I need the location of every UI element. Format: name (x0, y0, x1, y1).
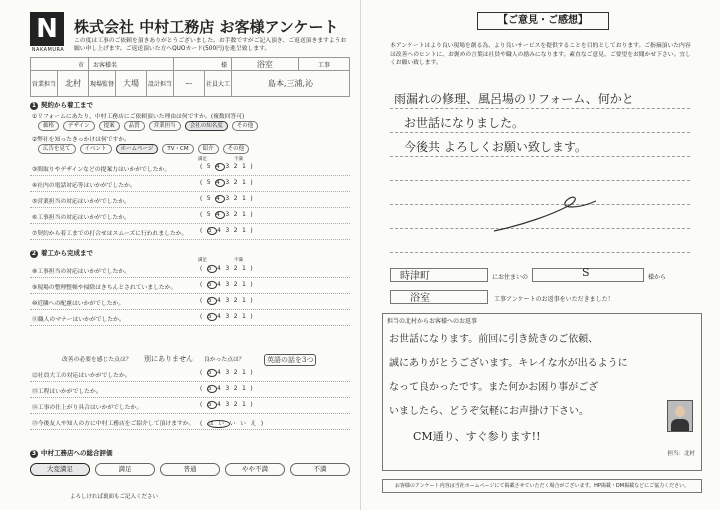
work-box (390, 290, 488, 304)
comment-footer: お客様のアンケート内容は当社ホームページにて掲載させていただく場合がございます。HP掲載・DM掲載などにご協力ください。 (382, 479, 702, 493)
rating-scale[interactable]: (54321) (200, 196, 258, 202)
staff-name: 担当：北村 (667, 451, 695, 457)
sales-value: 北村 (58, 71, 89, 97)
site-value: 大場 (116, 71, 147, 97)
staff-reply-line: いましたら、どうぞ気軽にお声掛け下さい。 (389, 406, 589, 417)
rating-scale[interactable]: (54321) (200, 314, 258, 320)
option-chip[interactable]: 価格 (38, 121, 59, 131)
staff-reply-line: お世話になります。前回に引き続きのご依頼、 (389, 334, 599, 345)
improve-value: 別にありません (144, 355, 193, 363)
rating-scale[interactable]: (はいいいえ) (200, 421, 268, 427)
form-title: 株式会社 中村工務店 お客様アンケート (74, 18, 339, 36)
section-heading: 3 中村工務店への総合評価 (31, 449, 113, 457)
section-heading: 1 契約から着工まで (31, 101, 93, 109)
rating-scale[interactable]: (54321) (200, 402, 258, 408)
design-value: ー (174, 71, 205, 97)
work-value: 浴室 (232, 58, 299, 71)
row-divider (30, 223, 350, 224)
logo-caption: NAKAMURA (31, 47, 65, 53)
scale-header: 満足 不満 (198, 157, 243, 162)
rating-label: ⑤営業担当の対応はいかがでしたか。 (32, 199, 130, 205)
rating-label: ⑬工程はいかがでしたか。 (32, 389, 102, 395)
rating-row (32, 266, 350, 275)
rating-label: ⑨現場の整理整頓や掃除はきちんとされていましたか。 (32, 285, 177, 291)
evaluation-option[interactable]: 不満 (290, 463, 350, 476)
question-1: ①リフォームにあたり、中村工務店にご依頼頂いた理由は何ですか。(複数回答可) (32, 114, 245, 120)
row-divider (30, 175, 350, 176)
rating-label: ③間取りやデザインなどの提案力はいかがでしたか。 (32, 167, 171, 173)
rating-row (32, 298, 350, 307)
rating-scale[interactable]: (54321) (200, 386, 258, 392)
overall-evaluation (30, 463, 350, 476)
rating-row (32, 212, 350, 221)
option-chip[interactable]: 営業担当 (149, 121, 181, 131)
option-chip[interactable]: 提案 (99, 121, 120, 131)
carpenter-value: 島本,三浦,沁 (232, 71, 350, 97)
option-chip[interactable]: 広告を見て (38, 144, 76, 154)
row-divider (30, 381, 350, 382)
initial-value: S (582, 266, 590, 279)
row-divider (30, 413, 350, 414)
rating-label: ⑦契約から着工までの打合せはスムーズに行われましたか。 (32, 231, 188, 237)
staff-reply-line: 誠にありがとうございます。キレイな水が出るように (389, 358, 628, 369)
comment-intro: 本アンケートはより良い現場を創る為、より良いサービスを提供することを目的としております。ご指摘頂いた内容は改善へのヒントに、お褒めの言葉は社員や職人の励みになります。素直なご意見、ご要望をお聞かせ下さい。宜しくお願い致します。 (390, 43, 691, 66)
town-value: 時津町 (400, 271, 430, 282)
option-chip[interactable]: ホームページ (116, 144, 159, 154)
option-chip[interactable]: 会社の知名度 (185, 121, 228, 131)
rating-scale[interactable]: (54321) (200, 266, 258, 272)
rating-row (32, 180, 350, 189)
form-footer: よろしければ裏面もご記入ください (70, 494, 159, 500)
rating-label: ⑥工事担当の対応はいかがでしたか。 (32, 215, 130, 221)
rating-row (32, 418, 350, 427)
rating-label: ⑪職人のマナーはいかがでしたか。 (32, 317, 125, 323)
row-divider (30, 429, 350, 430)
rating-label: ⑫社員大工の対応はいかがでしたか。 (32, 373, 131, 379)
row-divider (30, 397, 350, 398)
survey-form (30, 10, 350, 505)
option-chip[interactable]: その他 (232, 121, 259, 131)
row-divider (30, 277, 350, 278)
rating-scale[interactable]: (54321) (200, 282, 258, 288)
staff-reply-line: CM通り、すぐ参ります!! (413, 430, 541, 443)
rating-row (32, 164, 350, 173)
scale-header: 満足 不満 (198, 258, 243, 263)
page-divider (360, 0, 361, 510)
comment-line: お世話になりました。 (404, 116, 525, 130)
staff-reply-line: なって良かったです。また何かお困り事がござ (389, 382, 599, 393)
option-chip[interactable]: その他 (223, 144, 250, 154)
comment-page (382, 10, 700, 505)
customer-label: お客様名 (89, 58, 174, 71)
rating-scale[interactable]: (54321) (200, 164, 258, 170)
row-divider (30, 309, 350, 310)
q1-options (38, 121, 258, 131)
form-intro: この度は工事のご依頼を頂きありがとうございました。お手数ですがご記入頂き、ご返送頂きますようお願い申し上げます。ご返送頂いた方へQUOカード(500円)を進呈致します。 (74, 38, 347, 52)
q2-options (38, 144, 249, 154)
rating-row (32, 282, 350, 291)
question-2: ②弊社を知ったきっかけは何ですか。 (32, 137, 130, 143)
evaluation-option[interactable]: 大変満足 (30, 463, 90, 476)
rating-label: ⑧工事担当の対応はいかがでしたか。 (32, 269, 130, 275)
rating-scale[interactable]: (54321) (200, 228, 258, 234)
comment-line: 雨漏れの修理、風呂場のリフォーム、何かと (394, 92, 634, 106)
evaluation-option[interactable]: 満足 (95, 463, 155, 476)
evaluation-option[interactable]: やや不満 (225, 463, 285, 476)
sales-label: 営業担当 (31, 71, 58, 97)
comment-title: 【ご意見・ご感想】 (477, 12, 609, 30)
from-label: 様から (648, 274, 667, 281)
rating-label: ⑮今後友人や知人の方に中村工務店をご紹介して頂けますか。 (32, 421, 195, 427)
work-label: 工事アンケートのお返事をいただきました！ (494, 296, 614, 303)
rating-scale[interactable]: (54321) (200, 370, 258, 376)
evaluation-option[interactable]: 普通 (160, 463, 220, 476)
sama-label: 様 (174, 58, 232, 71)
rating-scale[interactable]: (54321) (200, 180, 258, 186)
row-divider (30, 239, 350, 240)
rating-row (32, 314, 350, 323)
residence-label: にお住まいの (492, 274, 529, 281)
improve-row: 改善の必要を感じた点は？ 別にありません 良かった点は？ 英語の話を3つ (32, 354, 350, 363)
comment-line: 今後共 よろしくお願い致します。 (404, 140, 587, 154)
customer-info-table (30, 57, 350, 97)
option-chip[interactable]: 紹介 (198, 144, 219, 154)
good-value: 英語の話を3つ (264, 354, 316, 366)
rating-label: ④社内の電話対応等はいかがでしたか。 (32, 183, 136, 189)
row-divider (30, 191, 350, 192)
row-divider (30, 325, 350, 326)
section-heading: 2 着工から完成まで (31, 249, 93, 257)
staff-photo-icon (667, 400, 693, 432)
rating-scale[interactable]: (54321) (200, 212, 258, 218)
rating-row (32, 196, 350, 205)
rating-scale[interactable]: (54321) (200, 298, 258, 304)
work-label: 工事 (298, 58, 349, 71)
design-label: 設計担当 (147, 71, 174, 97)
option-chip[interactable]: 品質 (124, 121, 145, 131)
option-chip[interactable]: デザイン (63, 121, 95, 131)
rating-row (32, 402, 350, 411)
company-logo-icon: N (30, 12, 64, 46)
rating-label: ⑭工事の仕上がり具合はいかがでしたか。 (32, 405, 143, 411)
staff-box-title: 担当の北村からお客様へのお返事 (387, 318, 478, 325)
staff-reply-box (382, 313, 702, 471)
signature-squiggle (492, 195, 602, 235)
option-chip[interactable]: TV・CM (162, 144, 193, 154)
work-value: 浴室 (410, 293, 430, 304)
city-label: 市 (31, 58, 89, 71)
rating-label: ⑩近隣への配慮はいかがでしたか。 (32, 301, 125, 307)
rating-row (32, 370, 350, 379)
option-chip[interactable]: イベント (80, 144, 112, 154)
row-divider (30, 207, 350, 208)
site-label: 現場監督 (89, 71, 116, 97)
row-divider (30, 293, 350, 294)
rating-row (32, 228, 350, 237)
rating-row (32, 386, 350, 395)
carpenter-label: 社員大工 (205, 71, 232, 97)
